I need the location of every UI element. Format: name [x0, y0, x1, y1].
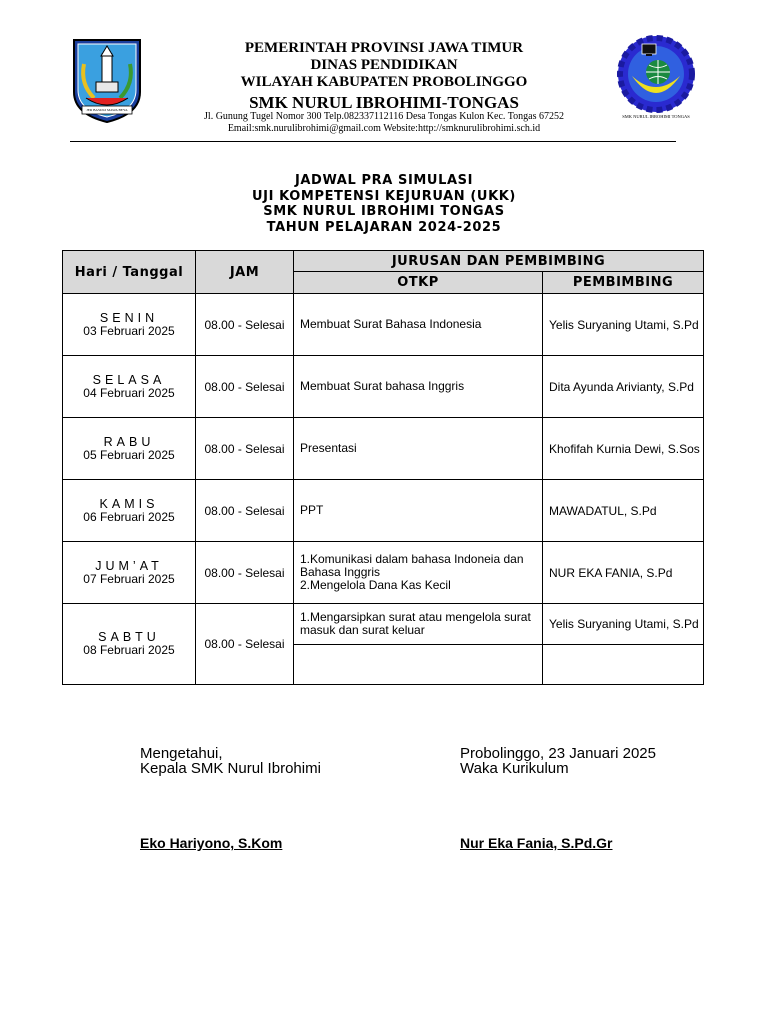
activity-line: Bahasa Inggris: [300, 565, 381, 579]
letterhead-contact: Email:smk.nurulibrohimi@gmail.com Website:http://smknurulibrohimi.sch.id: [227, 123, 541, 134]
header-program-group: JURUSAN DAN PEMBIMBING: [294, 251, 704, 272]
document-subtitle: UJI KOMPETENSI KEJURUAN (UKK): [252, 189, 516, 204]
mentor-cell: Dita Ayunda Arivianty, S.Pd: [543, 356, 704, 418]
day-cell: [63, 356, 196, 418]
letterhead-divider: [70, 141, 676, 142]
letterhead-school: SMK NURUL IBROHIMI-TONGAS: [249, 93, 519, 112]
document-title: JADWAL PRA SIMULASI: [294, 173, 474, 188]
table-row: [63, 418, 704, 480]
time-cell: 08.00 - Selesai: [196, 356, 294, 418]
time-cell: 08.00 - Selesai: [196, 542, 294, 604]
day-date: 07 Februari 2025: [83, 571, 175, 586]
table-row: [63, 356, 704, 418]
signature-right-title: Waka Kurikulum: [460, 760, 569, 777]
day-name: SABTU: [98, 630, 160, 644]
document-year: TAHUN PELAJARAN 2024-2025: [266, 220, 502, 235]
mentor-cell: Khofifah Kurnia Dewi, S.Sos: [543, 418, 704, 480]
day-date: 03 Februari 2025: [83, 323, 175, 338]
activity-cell: [294, 604, 543, 645]
day-name: SELASA: [92, 372, 166, 387]
activity-line: masuk dan surat keluar: [300, 623, 425, 637]
mentor-cell: NUR EKA FANIA, S.Pd: [543, 542, 704, 604]
day-cell: [63, 542, 196, 604]
signature-right-date: Probolinggo, 23 Januari 2025: [460, 745, 656, 762]
time-cell: 08.00 - Selesai: [196, 604, 294, 685]
document-school: SMK NURUL IBROHIMI TONGAS: [263, 204, 505, 219]
letterhead-department: DINAS PENDIDIKAN: [310, 57, 458, 73]
emblem-motto: JER BASUKI MAWA BEYA: [86, 108, 128, 112]
mentor-cell: Yelis Suryaning Utami, S.Pd: [543, 604, 704, 645]
activity-cell: [294, 542, 543, 604]
activity-cell: Presentasi: [294, 418, 543, 480]
jawa-timur-emblem: [68, 34, 146, 126]
header-otkp: OTKP: [294, 272, 543, 294]
day-cell: [63, 604, 196, 685]
mentor-cell: Yelis Suryaning Utami, S.Pd: [543, 294, 704, 356]
signature-right-name: Nur Eka Fania, S.Pd.Gr: [460, 835, 613, 851]
header-time: JAM: [196, 251, 294, 294]
day-cell: [63, 480, 196, 542]
school-logo-caption: SMK NURUL IBROHIMI TONGAS: [622, 114, 690, 119]
letterhead-address: Jl. Gunung Tugel Nomor 300 Telp.082337112116 Desa Tongas Kulon Kec. Tongas 67252: [204, 111, 564, 122]
activity-cell: PPT: [294, 480, 543, 542]
table-row: [63, 604, 704, 645]
letterhead-province: PEMERINTAH PROVINSI JAWA TIMUR: [244, 40, 524, 56]
day-cell: [63, 418, 196, 480]
schedule-table: [62, 250, 704, 685]
school-logo: [606, 32, 706, 124]
day-name: JUM’AT: [95, 558, 163, 573]
activity-cell: Membuat Surat bahasa Inggris: [294, 356, 543, 418]
day-date: 08 Februari 2025: [83, 643, 175, 657]
signature-left-name: Eko Hariyono, S.Kom: [140, 835, 283, 851]
activity-line: 1.Komunikasi dalam bahasa Indoneia dan: [300, 552, 524, 566]
empty-cell: [294, 645, 543, 685]
letterhead-region: WILAYAH KABUPATEN PROBOLINGGO: [240, 74, 528, 90]
day-name: KAMIS: [99, 496, 159, 511]
day-date: 04 Februari 2025: [83, 385, 175, 400]
activity-line: 1.Mengarsipkan surat atau mengelola surat: [300, 610, 531, 624]
day-cell: [63, 294, 196, 356]
time-cell: 08.00 - Selesai: [196, 294, 294, 356]
header-mentor: PEMBIMBING: [543, 272, 704, 294]
mentor-cell: MAWADATUL, S.Pd: [543, 480, 704, 542]
activity-line: 2.Mengelola Dana Kas Kecil: [300, 578, 451, 592]
signature-left-line1: Mengetahui,: [140, 745, 223, 762]
table-row: [63, 480, 704, 542]
day-name: SENIN: [99, 310, 159, 325]
signature-left-title: Kepala SMK Nurul Ibrohimi: [140, 760, 321, 777]
table-row: [63, 542, 704, 604]
activity-cell: Membuat Surat Bahasa Indonesia: [294, 294, 543, 356]
day-date: 05 Februari 2025: [83, 447, 175, 462]
day-date: 06 Februari 2025: [83, 509, 175, 524]
header-day: Hari / Tanggal: [63, 251, 196, 294]
table-row: [63, 294, 704, 356]
time-cell: 08.00 - Selesai: [196, 418, 294, 480]
day-name: RABU: [103, 434, 155, 449]
time-cell: 08.00 - Selesai: [196, 480, 294, 542]
empty-cell: [543, 645, 704, 685]
